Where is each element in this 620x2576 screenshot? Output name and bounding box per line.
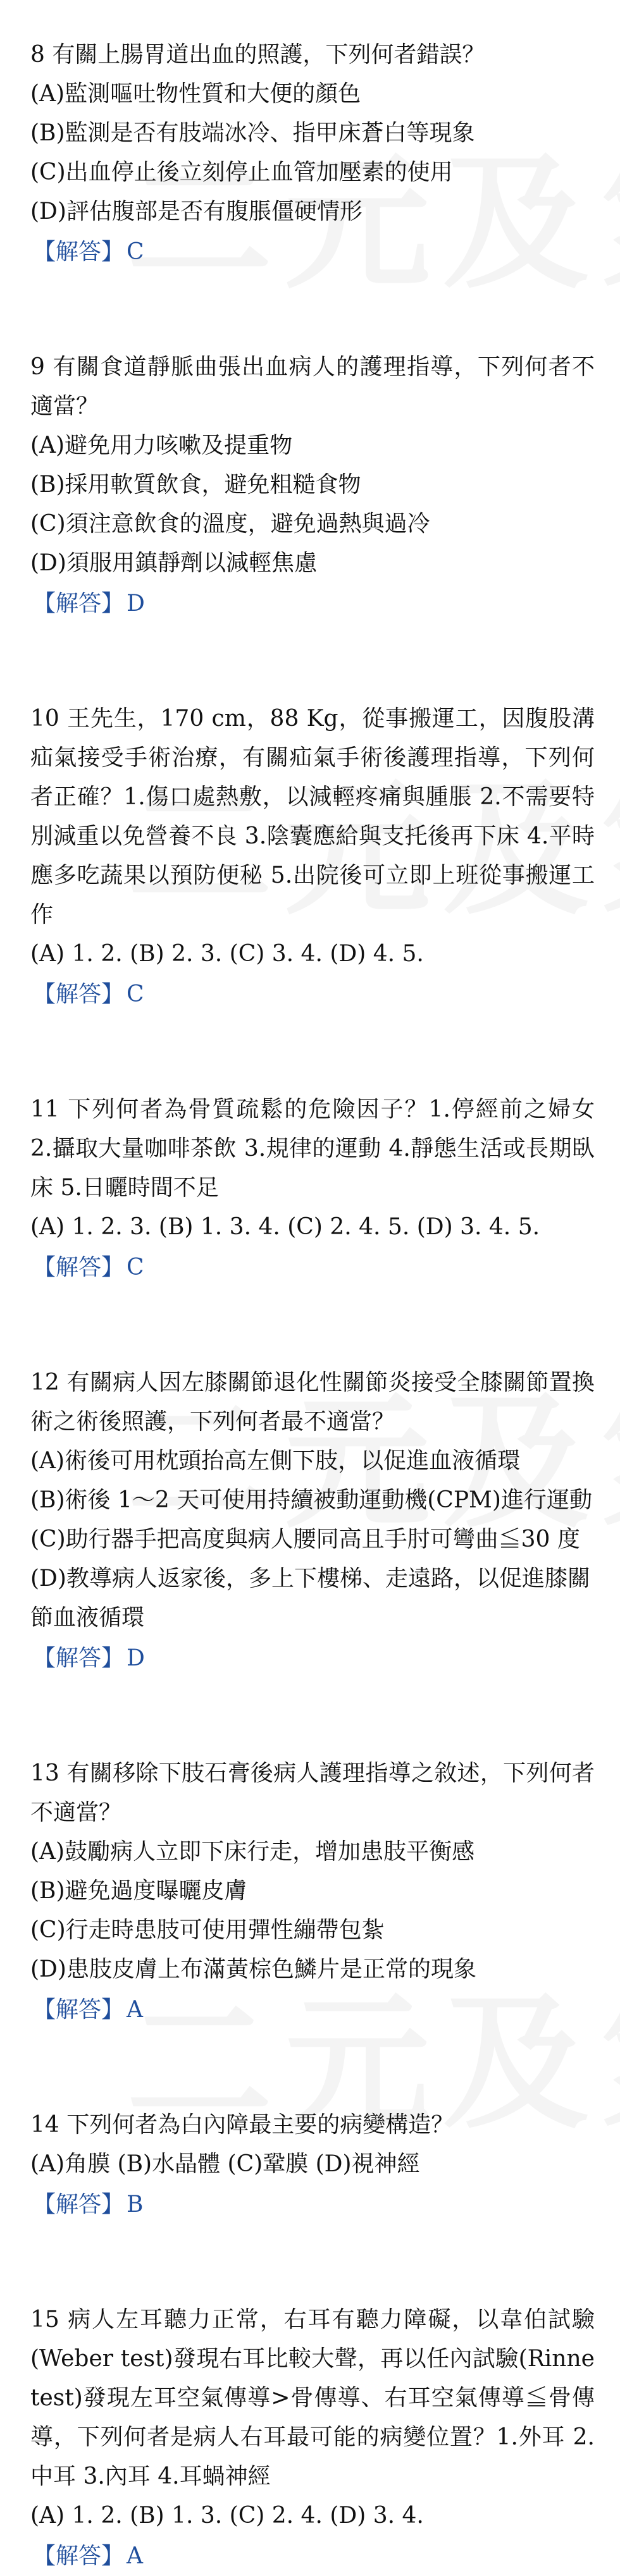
answer-key <box>30 2185 595 2224</box>
question-block <box>30 2300 595 2576</box>
question-stem: 11 下列何者為骨質疏鬆的危險因子？1.停經前之婦女 2.攝取大量咖啡茶飲 3.規律的運動 4.靜態生活或長期臥床 5.日曬時間不足 <box>30 1096 595 1201</box>
answer-option: (C)助行器手把高度與病人腰同高且手肘可彎曲≦30 度 <box>30 1526 580 1552</box>
question-stem: 10 王先生，170 cm，88 Kg，從事搬運工，因腹股溝疝氣接受手術治療，有關疝氣手術後護理指導，下列何者正確？1.傷口處熱敷，以減輕疼痛與腫脹 2.不需要特別減重以免營養不良 3.陰囊應給與支托後再下床 4.平時應多吃蔬果以預防便秘 5.出院後可立即上班從事搬運工作 <box>30 706 595 928</box>
answer-key <box>30 1639 595 1678</box>
answer-label: 【解答】 <box>33 1254 125 1280</box>
answer-label: 【解答】 <box>33 591 125 616</box>
answer-label: 【解答】 <box>33 2192 125 2217</box>
answer-value: A <box>127 1997 144 2023</box>
question-stem: 8 有關上腸胃道出血的照護，下列何者錯誤？ <box>30 42 485 68</box>
answer-value: D <box>127 1645 145 1671</box>
answer-option: (B)監測是否有肢端冰冷、指甲床蒼白等現象 <box>30 120 475 146</box>
question-stem: 12 有關病人因左膝關節退化性關節炎接受全膝關節置換術之術後照護，下列何者最不適當？ <box>30 1370 595 1435</box>
answer-key <box>30 233 595 272</box>
answer-option: (B)術後 1～2 天可使用持續被動運動機(CPM)進行運動 <box>30 1487 592 1513</box>
question-stem: 9 有關食道靜脈曲張出血病人的護理指導，下列何者不適當？ <box>30 354 595 419</box>
answer-key <box>30 584 595 623</box>
answer-value: C <box>127 239 144 265</box>
question-block <box>30 699 595 1014</box>
answer-option: (A)避免用力咳嗽及提重物 <box>30 432 293 458</box>
answer-label: 【解答】 <box>33 981 125 1007</box>
answer-option: (C)出血停止後立刻停止血管加壓素的使用 <box>30 159 453 185</box>
answer-option: (D)評估腹部是否有腹脹僵硬情形 <box>30 199 363 224</box>
question-stem: 13 有關移除下肢石膏後病人護理指導之敘述，下列何者不適當？ <box>30 1760 595 1825</box>
answer-option: (B)採用軟質飲食，避免粗糙食物 <box>30 472 361 498</box>
answer-option: (A)監測嘔吐物性質和大便的顏色 <box>30 81 361 107</box>
answer-label: 【解答】 <box>33 2543 125 2569</box>
answer-option: (D)患肢皮膚上布滿黃棕色鱗片是正常的現象 <box>30 1956 476 1982</box>
answer-value: D <box>127 591 145 616</box>
question-block <box>30 1754 595 2030</box>
answer-option: (C)行走時患肢可使用彈性繃帶包紮 <box>30 1917 385 1943</box>
question-stem: 14 下列何者為白內障最主要的病變構造？ <box>30 2112 454 2138</box>
answer-choices: (A)角膜 (B)水晶體 (C)鞏膜 (D)視神經 <box>30 2151 420 2177</box>
answer-option: (B)避免過度曝曬皮膚 <box>30 1878 247 1904</box>
answer-key <box>30 1990 595 2030</box>
answer-option: (D)教導病人返家後，多上下樓梯、走遠路，以促進膝關節血液循環 <box>30 1566 590 1631</box>
answer-value: C <box>127 981 144 1007</box>
answer-label: 【解答】 <box>33 239 125 265</box>
question-block <box>30 348 595 623</box>
answer-label: 【解答】 <box>33 1997 125 2023</box>
answer-option: (D)須服用鎮靜劑以減輕焦慮 <box>30 550 317 576</box>
question-block <box>30 1090 595 1287</box>
answer-choices: (A) 1. 2. (B) 2. 3. (C) 3. 4. (D) 4. 5. <box>30 941 424 967</box>
answer-value: B <box>127 2192 144 2217</box>
answer-option: (A)術後可用枕頭抬高左側下肢，以促進血液循環 <box>30 1448 521 1474</box>
answer-choices: (A) 1. 2. 3. (B) 1. 3. 4. (C) 2. 4. 5. (D) 3. 4. 5. <box>30 1214 540 1240</box>
question-block <box>30 35 595 272</box>
answer-key <box>30 1248 595 1287</box>
answer-value: C <box>127 1254 144 1280</box>
answer-value: A <box>127 2543 144 2569</box>
answer-choices: (A) 1. 2. (B) 1. 3. (C) 2. 4. (D) 3. 4. <box>30 2503 424 2529</box>
question-block <box>30 2106 595 2224</box>
question-block <box>30 1363 595 1678</box>
answer-key <box>30 975 595 1014</box>
answer-option: (A)鼓勵病人立即下床行走，增加患肢平衡感 <box>30 1839 475 1865</box>
answer-option: (C)須注意飲食的溫度，避免過熱與過冷 <box>30 511 430 537</box>
answer-key <box>30 2537 595 2576</box>
question-stem: 15 病人左耳聽力正常，右耳有聽力障礙，以韋伯試驗(Weber test)發現右耳比較大聲，再以任內試驗(Rinne test)發現左耳空氣傳導>骨傳導、右耳空氣傳導≦骨傳導，下列何者是病人右耳最可能的病變位置？1.外耳 2.中耳 3.內耳 4.耳蝸神經 <box>30 2307 595 2489</box>
answer-label: 【解答】 <box>33 1645 125 1671</box>
